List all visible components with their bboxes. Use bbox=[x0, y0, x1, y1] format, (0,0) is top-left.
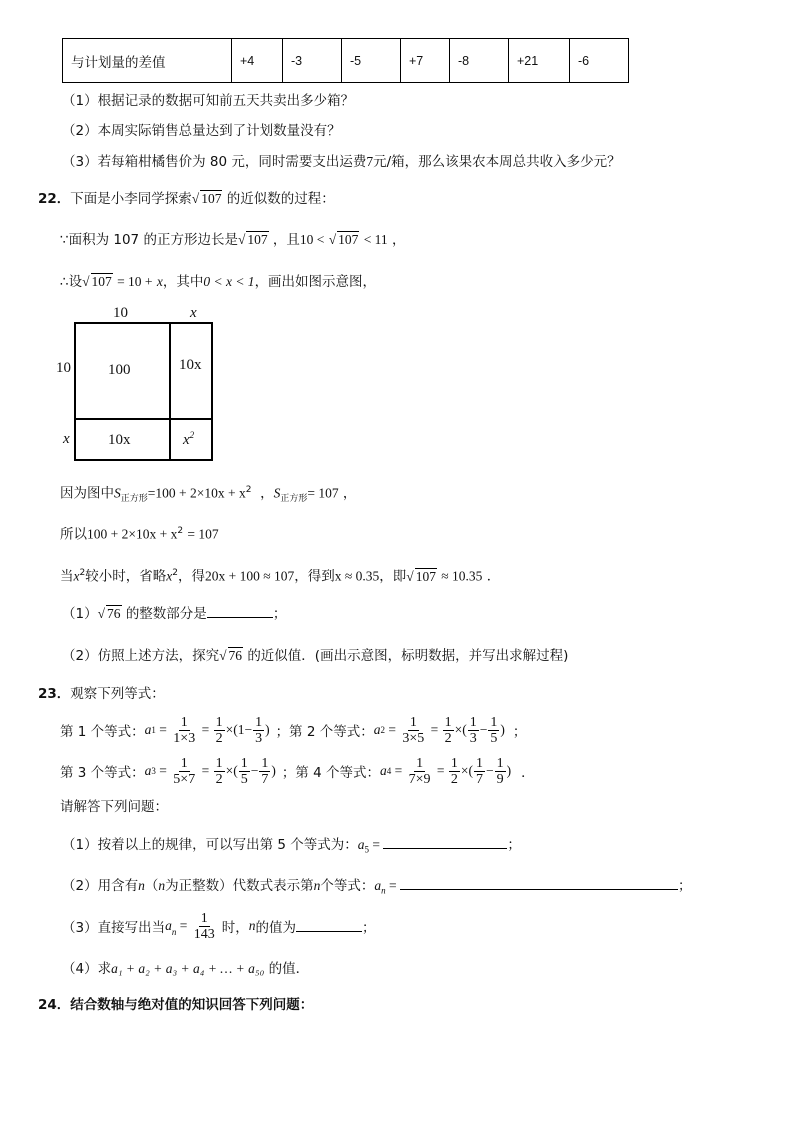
math-var: n bbox=[138, 878, 145, 893]
text: ， bbox=[260, 485, 274, 502]
q22-intro: 22．下面是小李同学探索√ 107 的近似数的过程： bbox=[38, 191, 335, 207]
math-var: x bbox=[73, 568, 80, 584]
text: 第 1 个等式： bbox=[60, 724, 145, 740]
text: ． bbox=[486, 568, 501, 585]
math-var: x bbox=[156, 274, 163, 289]
text: 的值． bbox=[268, 961, 310, 977]
math-var: a bbox=[357, 837, 365, 852]
q22-sub2: （2）仿照上述方法，探究√ 76 的近似值．(画出示意图，标明数据，并写出求解过程) bbox=[62, 648, 569, 664]
text: 的值为 bbox=[255, 920, 296, 936]
fraction: $\frac{1}{3}$ bbox=[255, 714, 263, 746]
subscript: 2 bbox=[380, 725, 385, 735]
q22-line3: 因为图中$S_{正方形}=100 + 2\times 10x + x^2$ ，$S_{正方形}= 107$ ， bbox=[60, 485, 357, 505]
fraction: $\frac{1}{1\times 3}$ bbox=[173, 714, 196, 746]
sqrt-radicand: 76 bbox=[228, 648, 243, 663]
subscript: 1 bbox=[151, 725, 156, 735]
text: 所以 bbox=[60, 526, 87, 543]
math-var: a bbox=[165, 918, 172, 933]
math-var: a bbox=[144, 722, 152, 737]
exponent: 2 bbox=[79, 568, 86, 578]
math-var: a bbox=[374, 878, 382, 893]
q23-sub2: （2）用含有n（n为正整数）代数式表示第n个等式：$a_n$ = ； bbox=[62, 878, 692, 896]
fraction: $\frac{1}{5}$ bbox=[490, 714, 498, 746]
subscript: 5 bbox=[364, 844, 370, 855]
answer-blank[interactable] bbox=[207, 617, 273, 618]
text: ；第 2 个等式： bbox=[275, 724, 374, 740]
sqrt-radicand: 107 bbox=[338, 232, 359, 247]
sqrt-radicand: 107 bbox=[415, 568, 436, 584]
math: a₁ + a₂ + a₃ + a₄ + … + a₅₀ bbox=[111, 961, 265, 976]
q21-sub1: （1）根据记录的数据可知前五天共卖出多少箱？ bbox=[62, 93, 355, 109]
text: （ bbox=[144, 878, 159, 894]
math-var: a bbox=[379, 763, 387, 778]
fraction: $\frac{1}{9}$ bbox=[496, 755, 504, 787]
difference-table bbox=[62, 38, 629, 83]
text: ，得到 bbox=[294, 568, 335, 585]
math: 0 < x < 1 bbox=[203, 274, 255, 289]
question-number: 22． bbox=[38, 191, 71, 207]
diagram-label: 10 bbox=[56, 360, 71, 376]
text: ；第 4 个等式： bbox=[281, 765, 380, 781]
text: ，画出如图示意图， bbox=[254, 274, 377, 290]
diagram-label: 10 bbox=[113, 305, 128, 321]
text: （2）仿照上述方法，探究 bbox=[62, 648, 220, 664]
q23-intro-text: 观察下列等式： bbox=[70, 686, 165, 702]
q23-intro bbox=[38, 685, 165, 703]
q21-sub3 bbox=[62, 153, 621, 171]
fraction: $\frac{1}{7\times 9}$ bbox=[408, 755, 431, 787]
exponent: 2 bbox=[177, 526, 184, 536]
q23-sub1: （1）按着以上的规律，可以写出第 5 个等式为：$a_5$ = ； bbox=[62, 837, 521, 855]
q24-text: 结合数轴与绝对值的知识回答下列问题： bbox=[70, 997, 314, 1013]
math: = 10 + bbox=[117, 274, 153, 289]
q21-sub3-text-end: 元/箱，那么该果农本周总共收入多少元？ bbox=[373, 154, 621, 170]
answer-blank[interactable] bbox=[296, 931, 362, 932]
text: ， bbox=[391, 232, 406, 248]
math-var: S bbox=[114, 485, 121, 501]
math-var: a bbox=[373, 722, 381, 737]
fraction: $\frac{1}{5\times 7}$ bbox=[173, 755, 196, 787]
fraction: $\frac{1}{2}$ bbox=[444, 714, 452, 746]
text: （1）按着以上的规律，可以写出第 5 个等式为： bbox=[62, 837, 358, 853]
diagram-cell: x bbox=[183, 432, 190, 448]
text: ； bbox=[512, 724, 527, 740]
table-cell: -5 bbox=[342, 39, 401, 83]
text: ； bbox=[272, 606, 287, 622]
table-cell: +7 bbox=[401, 39, 450, 83]
text: （3）直接写出当 bbox=[62, 920, 166, 936]
fraction: $\frac{1}{3}$ bbox=[469, 714, 477, 746]
text: （1） bbox=[62, 606, 98, 622]
fraction: $\frac{1}{3\times 5}$ bbox=[402, 714, 425, 746]
fraction: $\frac{1}{7}$ bbox=[261, 755, 269, 787]
question-number: 24． bbox=[38, 997, 71, 1013]
math: =100 + 2×10x + x bbox=[147, 485, 246, 501]
fraction: $\frac{1}{5}$ bbox=[240, 755, 248, 787]
q21-sub3-num: 7 bbox=[366, 154, 374, 169]
subscript: n bbox=[171, 927, 177, 937]
diagram-divider bbox=[169, 322, 171, 461]
text: 第 3 个等式： bbox=[60, 765, 145, 781]
diagram-cell: 100 bbox=[108, 362, 131, 378]
fraction: $\frac{1}{143}$ bbox=[193, 910, 215, 942]
text: ，即 bbox=[379, 568, 407, 585]
math: 100 + 2×10x + x bbox=[87, 526, 178, 542]
math-var: n bbox=[158, 878, 166, 893]
sqrt-radicand: 107 bbox=[91, 274, 112, 289]
text: ， bbox=[342, 485, 357, 502]
subscript: n bbox=[381, 885, 386, 896]
text: ； bbox=[361, 920, 376, 936]
text: 为正整数）代数式表示第 bbox=[165, 878, 314, 894]
text: 的整数部分是 bbox=[125, 606, 207, 622]
text: ∴设 bbox=[60, 274, 83, 290]
text: ； bbox=[677, 878, 692, 894]
diagram-label: x bbox=[63, 431, 70, 447]
math: = 107 bbox=[187, 526, 219, 542]
q22-line1: ∵面积为 107 的正方形边长是√ 107 ，且10 < √ 107 < 11 ， bbox=[60, 232, 406, 248]
diagram-cell: 10x bbox=[179, 357, 202, 373]
q22-intro-text-end: 的近似数的过程： bbox=[226, 191, 335, 207]
math-var: n bbox=[313, 878, 321, 893]
q22-line2: ∴设√ 107 = 10 + x，其中0 < x < 1，画出如图示意图， bbox=[60, 274, 377, 290]
q22-sub1: （1）√ 76 的整数部分是 ； bbox=[62, 606, 287, 622]
diagram-cell: 10x bbox=[108, 432, 131, 448]
table-cell: -3 bbox=[283, 39, 342, 83]
text: ，其中 bbox=[162, 274, 204, 290]
q23-sub3: （3）直接写出当 a $_n$ = $\frac{1}{143}$ 时， n 的值为 ； bbox=[62, 910, 376, 942]
text: ∵面积为 107 的正方形边长是 bbox=[60, 232, 238, 248]
math: < 11 bbox=[363, 232, 388, 247]
math-var: n bbox=[248, 918, 256, 933]
math: x ≈ 0.35 bbox=[334, 568, 380, 584]
math: ≈ 10.35 bbox=[441, 568, 483, 584]
fraction: $\frac{1}{7}$ bbox=[476, 755, 483, 787]
text: ． bbox=[521, 765, 535, 781]
table-row-label: 与计划量的差值 bbox=[63, 39, 232, 83]
math: 20x + 100 ≈ 107 bbox=[204, 568, 295, 584]
answer-blank[interactable] bbox=[383, 848, 507, 849]
table-cell: +4 bbox=[232, 39, 283, 83]
q21-sub3-text: （3）若每箱柑橘售价为 80 元，同时需要支出运费 bbox=[62, 154, 367, 170]
table-cell: -8 bbox=[450, 39, 509, 83]
fraction: $\frac{1}{2}$ bbox=[215, 714, 223, 746]
q24-intro bbox=[38, 996, 313, 1014]
q23-eq-row-2: 第 3 个等式： a 3 = $\frac{1}{5\times 7}$ = $\frac{1}{2}$ ×( $\frac{1}{5}$ − $\frac{1}{7}$ ) ；第 4 个等式： a 4 = $\frac{1}{7\times 9}$ = $\frac{1}{2}$ ×( $\frac{1}{7}$ − $\frac{1}{9}$ ) ． bbox=[60, 755, 535, 787]
sqrt-radicand: 107 bbox=[247, 232, 268, 247]
table-cell: +21 bbox=[509, 39, 570, 83]
text: ； bbox=[507, 837, 521, 853]
fraction: $\frac{1}{2}$ bbox=[450, 755, 458, 787]
fraction: $\frac{1}{2}$ bbox=[215, 755, 223, 787]
q23-sub4 bbox=[62, 960, 309, 978]
sqrt-radicand: 107 bbox=[201, 191, 222, 206]
text: 因为图中 bbox=[60, 485, 114, 502]
text: ，且 bbox=[272, 232, 300, 248]
subscript: 4 bbox=[386, 766, 392, 776]
table-cell: -6 bbox=[570, 39, 629, 83]
question-number: 23． bbox=[38, 686, 71, 702]
text: （2）用含有 bbox=[62, 878, 139, 894]
sqrt-radicand: 76 bbox=[107, 606, 121, 621]
q23-eq-row-1: 第 1 个等式： a 1 = $\frac{1}{1\times 3}$ = $\frac{1}{2}$ ×(1− $\frac{1}{3}$ ) ；第 2 个等式： a 2 = $\frac{1}{3\times 5}$ = $\frac{1}{2}$ ×( $\frac{1}{3}$ − $\frac{1}{5}$ ) ； bbox=[60, 714, 527, 746]
subscript: 3 bbox=[151, 766, 156, 776]
text: ，得 bbox=[177, 568, 205, 585]
text: 较小时，省略 bbox=[85, 568, 167, 585]
text: 个等式： bbox=[320, 878, 375, 894]
text: （4）求 bbox=[62, 961, 112, 977]
table-row bbox=[63, 39, 629, 83]
q22-line5: 当$x^2$较小时，省略$x^2$，得20x + 100 ≈ 107，得到x ≈ 0.35，即√ 107 ≈ 10.35 ． bbox=[60, 568, 501, 585]
q21-sub2: （2）本周实际销售总量达到了计划数量没有？ bbox=[62, 123, 341, 139]
subscript: 正方形 bbox=[120, 494, 148, 505]
diagram-divider bbox=[74, 418, 213, 420]
q23-prompt: 请解答下列问题： bbox=[60, 799, 168, 815]
text: 当 bbox=[60, 568, 74, 585]
answer-blank[interactable] bbox=[400, 889, 678, 890]
exponent: 2 bbox=[172, 568, 178, 578]
q22-line4 bbox=[60, 522, 219, 544]
subscript: 正方形 bbox=[280, 494, 308, 505]
math: = 107 bbox=[307, 485, 339, 501]
math: 10 < bbox=[299, 232, 325, 247]
text: 的近似值．(画出示意图，标明数据，并写出求解过程) bbox=[247, 648, 569, 664]
exponent: 2 bbox=[245, 485, 252, 495]
math-var: a bbox=[144, 763, 152, 778]
diagram-exponent: 2 bbox=[189, 430, 195, 440]
text: 时， bbox=[221, 920, 249, 936]
diagram-label: x bbox=[190, 305, 197, 321]
q22-intro-text: 下面是小李同学探索 bbox=[70, 191, 192, 207]
